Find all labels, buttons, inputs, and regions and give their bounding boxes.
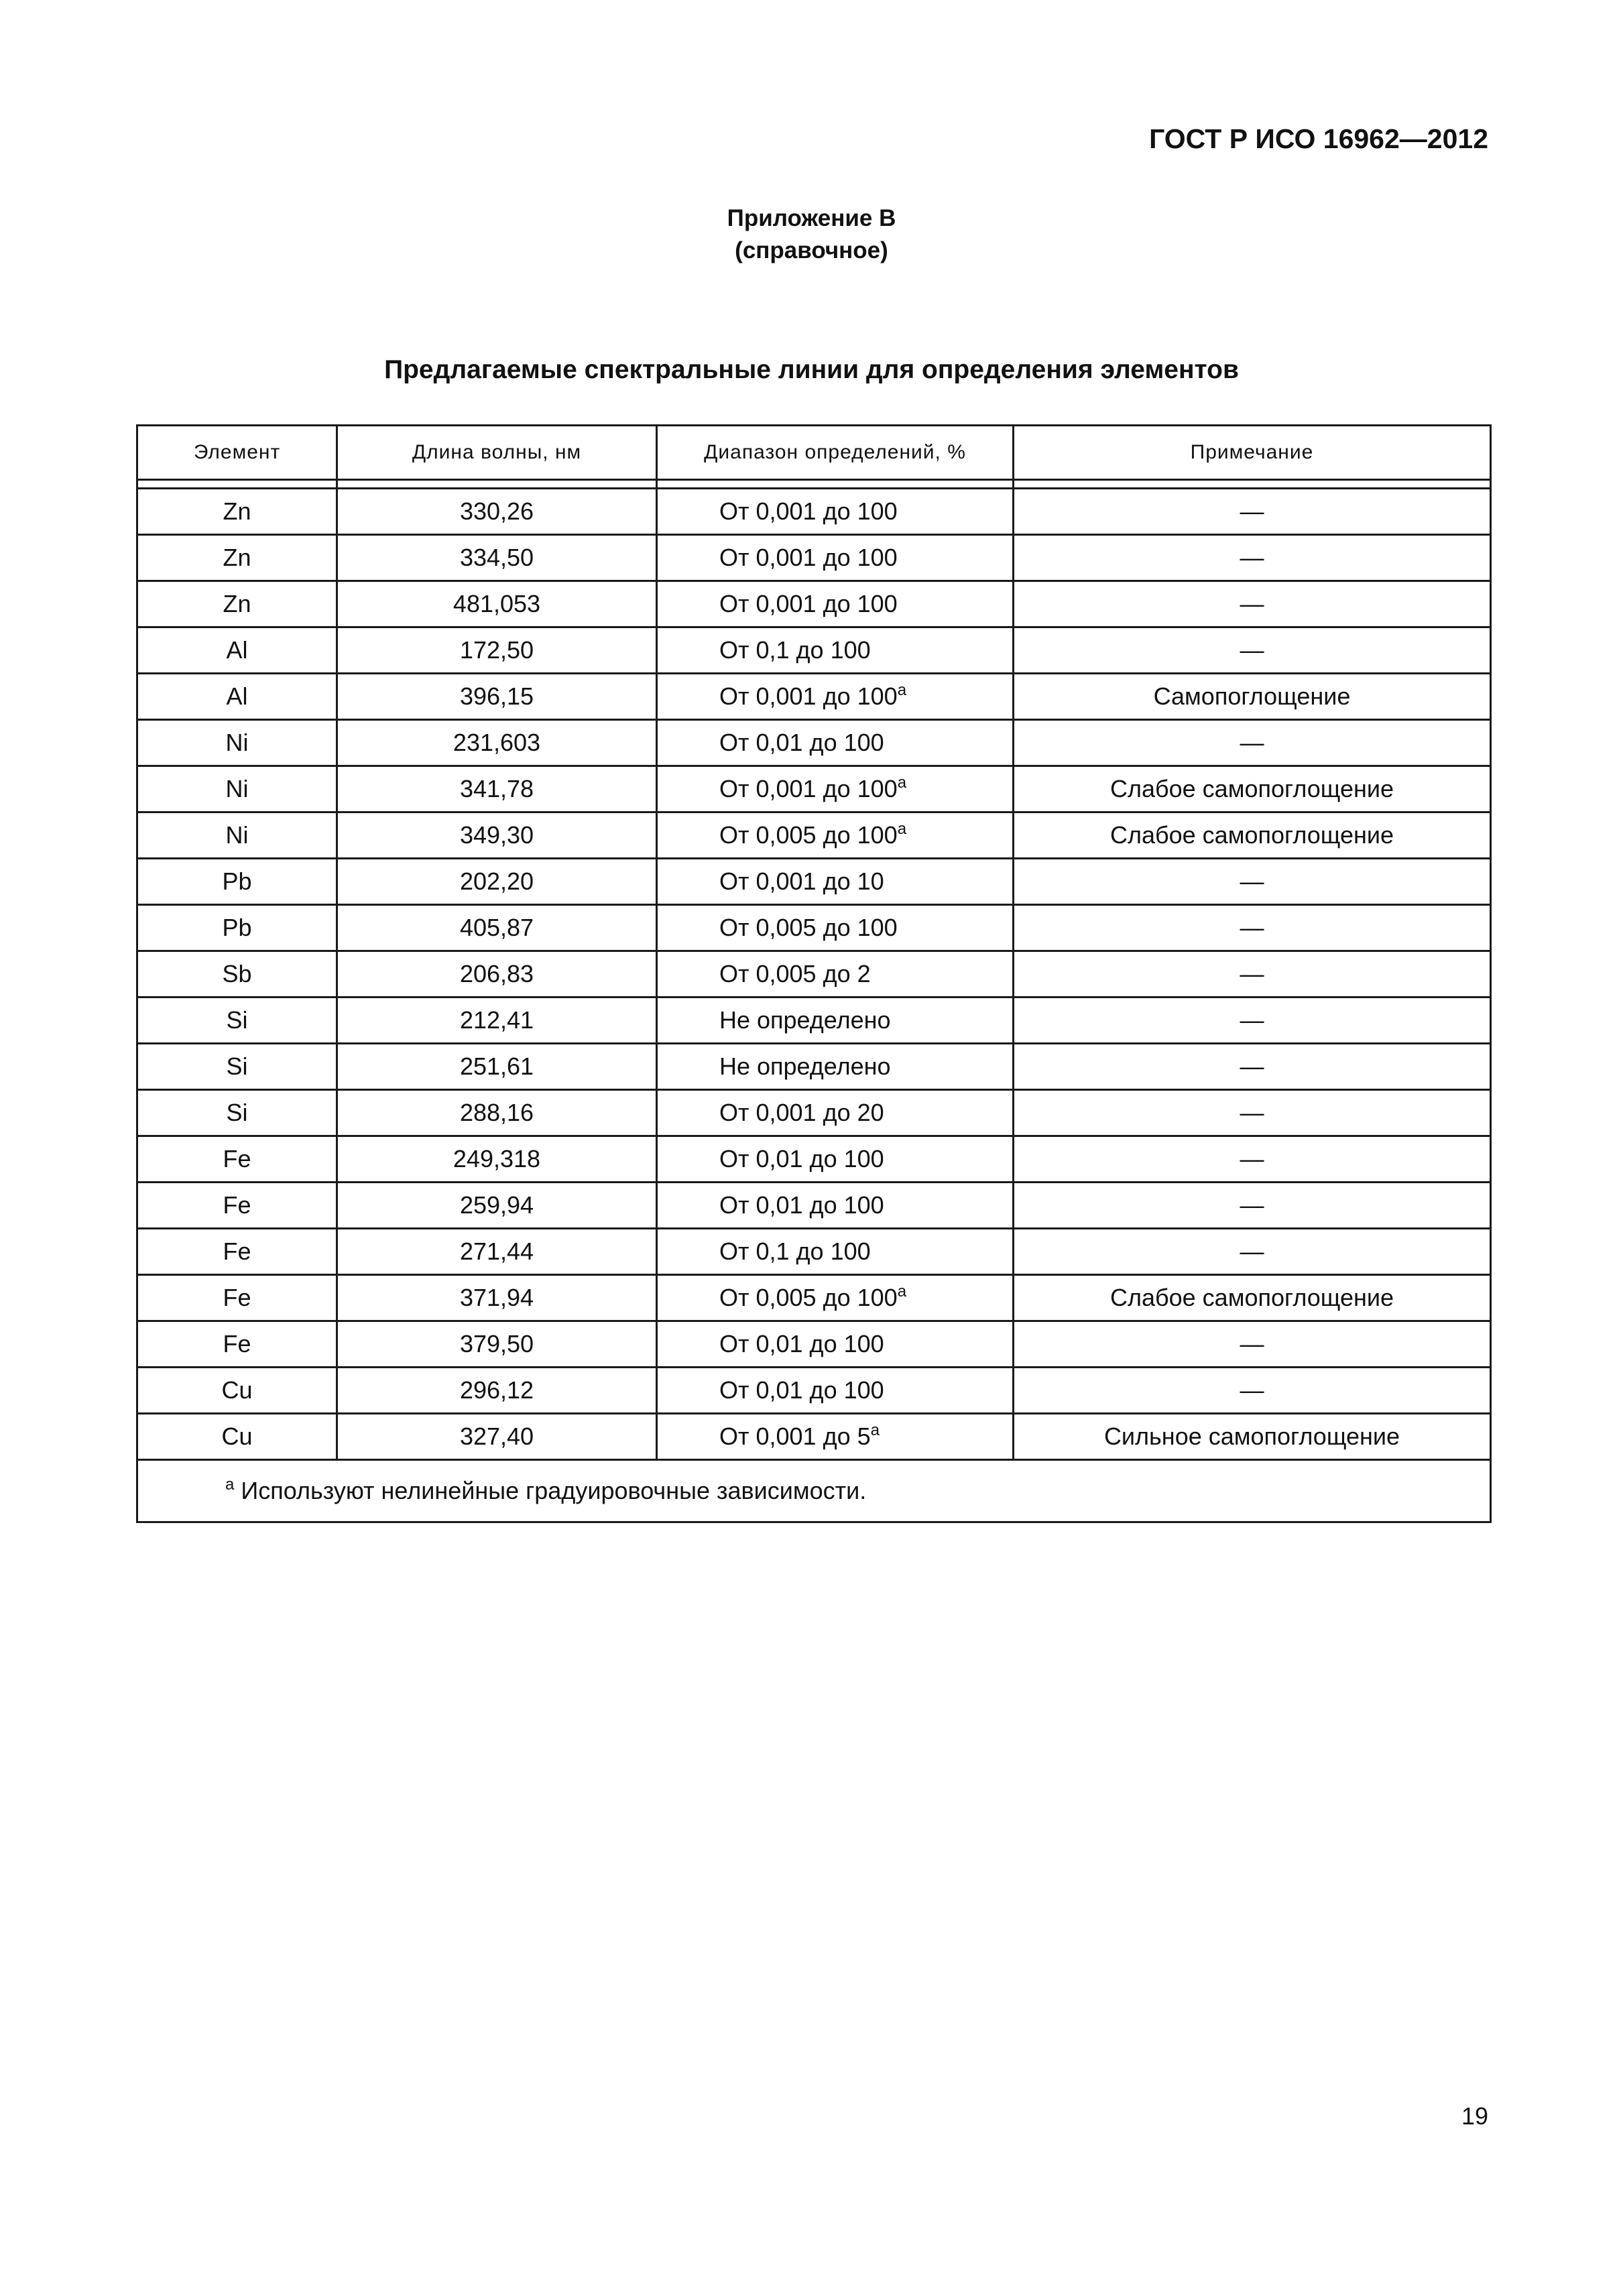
element-cell: Si: [137, 1044, 337, 1090]
range-cell: [657, 1090, 1014, 1136]
element-cell: Si: [137, 998, 337, 1044]
range-value: От 0,001 до 100: [719, 544, 898, 571]
footnote-reference: а: [897, 1282, 907, 1301]
note-cell: —: [1014, 627, 1491, 674]
table-row: [137, 1136, 1491, 1183]
range-value: Не определено: [719, 1006, 891, 1034]
element-cell: Fe: [137, 1229, 337, 1275]
wavelength-cell: 405,87: [337, 905, 657, 951]
range-cell: [657, 1321, 1014, 1368]
element-cell: Si: [137, 1090, 337, 1136]
range-cell: [657, 1136, 1014, 1183]
note-cell: —: [1014, 581, 1491, 627]
footnote-cell: [137, 1460, 1491, 1522]
note-cell: —: [1014, 1136, 1491, 1183]
wavelength-cell: 231,603: [337, 720, 657, 766]
wavelength-cell: 371,94: [337, 1275, 657, 1321]
wavelength-cell: 481,053: [337, 581, 657, 627]
range-cell: [657, 535, 1014, 581]
range-cell: [657, 859, 1014, 905]
table-row: [137, 998, 1491, 1044]
table-row: [137, 812, 1491, 859]
range-value: От 0,01 до 100: [719, 1330, 884, 1357]
range-value: От 0,01 до 100: [719, 729, 884, 756]
table-row: [137, 1183, 1491, 1229]
table-title: Предлагаемые спектральные линии для определения элементов: [384, 355, 1239, 384]
wavelength-cell: 296,12: [337, 1368, 657, 1414]
column-header-element: Элемент: [137, 426, 337, 480]
note-cell: —: [1014, 1044, 1491, 1090]
table-row: [137, 535, 1491, 581]
range-cell: [657, 674, 1014, 720]
range-cell: [657, 905, 1014, 951]
range-value: От 0,005 до 2: [719, 960, 871, 987]
wavelength-cell: 327,40: [337, 1414, 657, 1460]
range-value: От 0,001 до 100: [719, 497, 898, 525]
wavelength-cell: 379,50: [337, 1321, 657, 1368]
table-row: [137, 951, 1491, 998]
note-cell: Самопоглощение: [1014, 674, 1491, 720]
note-cell: —: [1014, 951, 1491, 998]
range-value: От 0,001 до 10: [719, 867, 884, 895]
separator-cell: [137, 480, 337, 489]
note-cell: —: [1014, 1090, 1491, 1136]
note-cell: —: [1014, 859, 1491, 905]
spectral-lines-table-wrapper: [136, 424, 1490, 1523]
separator-cell: [657, 480, 1014, 489]
range-cell: [657, 998, 1014, 1044]
table-row: [137, 1321, 1491, 1368]
element-cell: Ni: [137, 720, 337, 766]
element-cell: Fe: [137, 1275, 337, 1321]
element-cell: Cu: [137, 1368, 337, 1414]
column-header-note: Примечание: [1014, 426, 1491, 480]
annex-subtitle: (справочное): [735, 237, 888, 263]
range-value: От 0,001 до 5: [719, 1423, 871, 1450]
header-separator: [137, 480, 1491, 489]
footnote-reference: а: [897, 820, 907, 838]
element-cell: Zn: [137, 581, 337, 627]
range-value: От 0,005 до 100: [719, 1284, 898, 1311]
note-cell: Сильное самопоглощение: [1014, 1414, 1491, 1460]
range-cell: [657, 812, 1014, 859]
table-header-row: [137, 426, 1491, 480]
element-cell: Pb: [137, 859, 337, 905]
footnote-reference: а: [870, 1421, 880, 1439]
range-cell: [657, 581, 1014, 627]
element-cell: Zn: [137, 535, 337, 581]
range-value: От 0,01 до 100: [719, 1145, 884, 1172]
table-row: [137, 766, 1491, 812]
table-row: [137, 1275, 1491, 1321]
range-cell: [657, 766, 1014, 812]
wavelength-cell: 349,30: [337, 812, 657, 859]
table-row: [137, 581, 1491, 627]
range-cell: [657, 1275, 1014, 1321]
table-row: [137, 1044, 1491, 1090]
range-cell: [657, 1044, 1014, 1090]
wavelength-cell: 172,50: [337, 627, 657, 674]
table-row: [137, 674, 1491, 720]
note-cell: —: [1014, 1183, 1491, 1229]
note-cell: —: [1014, 1229, 1491, 1275]
range-value: От 0,001 до 100: [719, 590, 898, 617]
range-cell: [657, 1229, 1014, 1275]
table-row: [137, 1090, 1491, 1136]
range-cell: [657, 1183, 1014, 1229]
spectral-lines-table: [136, 424, 1492, 1523]
annex-title: Приложение В: [727, 205, 896, 231]
footnote-mark: а: [225, 1475, 235, 1494]
table-row: [137, 489, 1491, 535]
element-cell: Ni: [137, 812, 337, 859]
element-cell: Ni: [137, 766, 337, 812]
note-cell: —: [1014, 998, 1491, 1044]
wavelength-cell: 341,78: [337, 766, 657, 812]
table-row: [137, 1229, 1491, 1275]
wavelength-cell: 334,50: [337, 535, 657, 581]
range-value: От 0,01 до 100: [719, 1376, 884, 1404]
element-cell: Sb: [137, 951, 337, 998]
range-value: От 0,001 до 100: [719, 775, 898, 802]
wavelength-cell: 249,318: [337, 1136, 657, 1183]
element-cell: Al: [137, 674, 337, 720]
element-cell: Pb: [137, 905, 337, 951]
range-value: От 0,005 до 100: [719, 914, 898, 941]
wavelength-cell: 396,15: [337, 674, 657, 720]
separator-cell: [1014, 480, 1491, 489]
separator-cell: [337, 480, 657, 489]
table-row: [137, 1368, 1491, 1414]
footnote-row: [137, 1460, 1491, 1522]
footnote-text: Используют нелинейные градуировочные зависимости.: [241, 1477, 867, 1504]
element-cell: Fe: [137, 1136, 337, 1183]
range-cell: [657, 627, 1014, 674]
wavelength-cell: 212,41: [337, 998, 657, 1044]
page-number: 19: [1461, 2102, 1488, 2130]
wavelength-cell: 330,26: [337, 489, 657, 535]
table-row: [137, 627, 1491, 674]
column-header-range: Диапазон определений, %: [657, 426, 1014, 480]
element-cell: Zn: [137, 489, 337, 535]
element-cell: Al: [137, 627, 337, 674]
note-cell: —: [1014, 1368, 1491, 1414]
wavelength-cell: 206,83: [337, 951, 657, 998]
table-body: [137, 480, 1491, 1460]
table-row: [137, 1414, 1491, 1460]
range-cell: [657, 1414, 1014, 1460]
range-cell: [657, 489, 1014, 535]
note-cell: —: [1014, 720, 1491, 766]
element-cell: Cu: [137, 1414, 337, 1460]
range-value: От 0,1 до 100: [719, 636, 871, 664]
range-value: От 0,001 до 20: [719, 1099, 884, 1126]
document-code: ГОСТ Р ИСО 16962—2012: [1149, 123, 1488, 154]
note-cell: Слабое самопоглощение: [1014, 1275, 1491, 1321]
range-value: От 0,005 до 100: [719, 821, 898, 849]
note-cell: —: [1014, 489, 1491, 535]
note-cell: —: [1014, 1321, 1491, 1368]
wavelength-cell: 271,44: [337, 1229, 657, 1275]
footnote-reference: а: [897, 774, 907, 792]
footnote-reference: а: [897, 681, 907, 699]
note-cell: Слабое самопоглощение: [1014, 766, 1491, 812]
range-cell: [657, 720, 1014, 766]
range-cell: [657, 1368, 1014, 1414]
range-value: От 0,1 до 100: [719, 1237, 871, 1265]
note-cell: Слабое самопоглощение: [1014, 812, 1491, 859]
element-cell: Fe: [137, 1183, 337, 1229]
range-cell: [657, 951, 1014, 998]
wavelength-cell: 202,20: [337, 859, 657, 905]
wavelength-cell: 288,16: [337, 1090, 657, 1136]
range-value: Не определено: [719, 1052, 891, 1080]
element-cell: Fe: [137, 1321, 337, 1368]
range-value: От 0,01 до 100: [719, 1191, 884, 1219]
table-row: [137, 859, 1491, 905]
column-header-wavelength: Длина волны, нм: [337, 426, 657, 480]
note-cell: —: [1014, 905, 1491, 951]
range-value: От 0,001 до 100: [719, 682, 898, 710]
wavelength-cell: 251,61: [337, 1044, 657, 1090]
wavelength-cell: 259,94: [337, 1183, 657, 1229]
table-row: [137, 905, 1491, 951]
note-cell: —: [1014, 535, 1491, 581]
table-row: [137, 720, 1491, 766]
